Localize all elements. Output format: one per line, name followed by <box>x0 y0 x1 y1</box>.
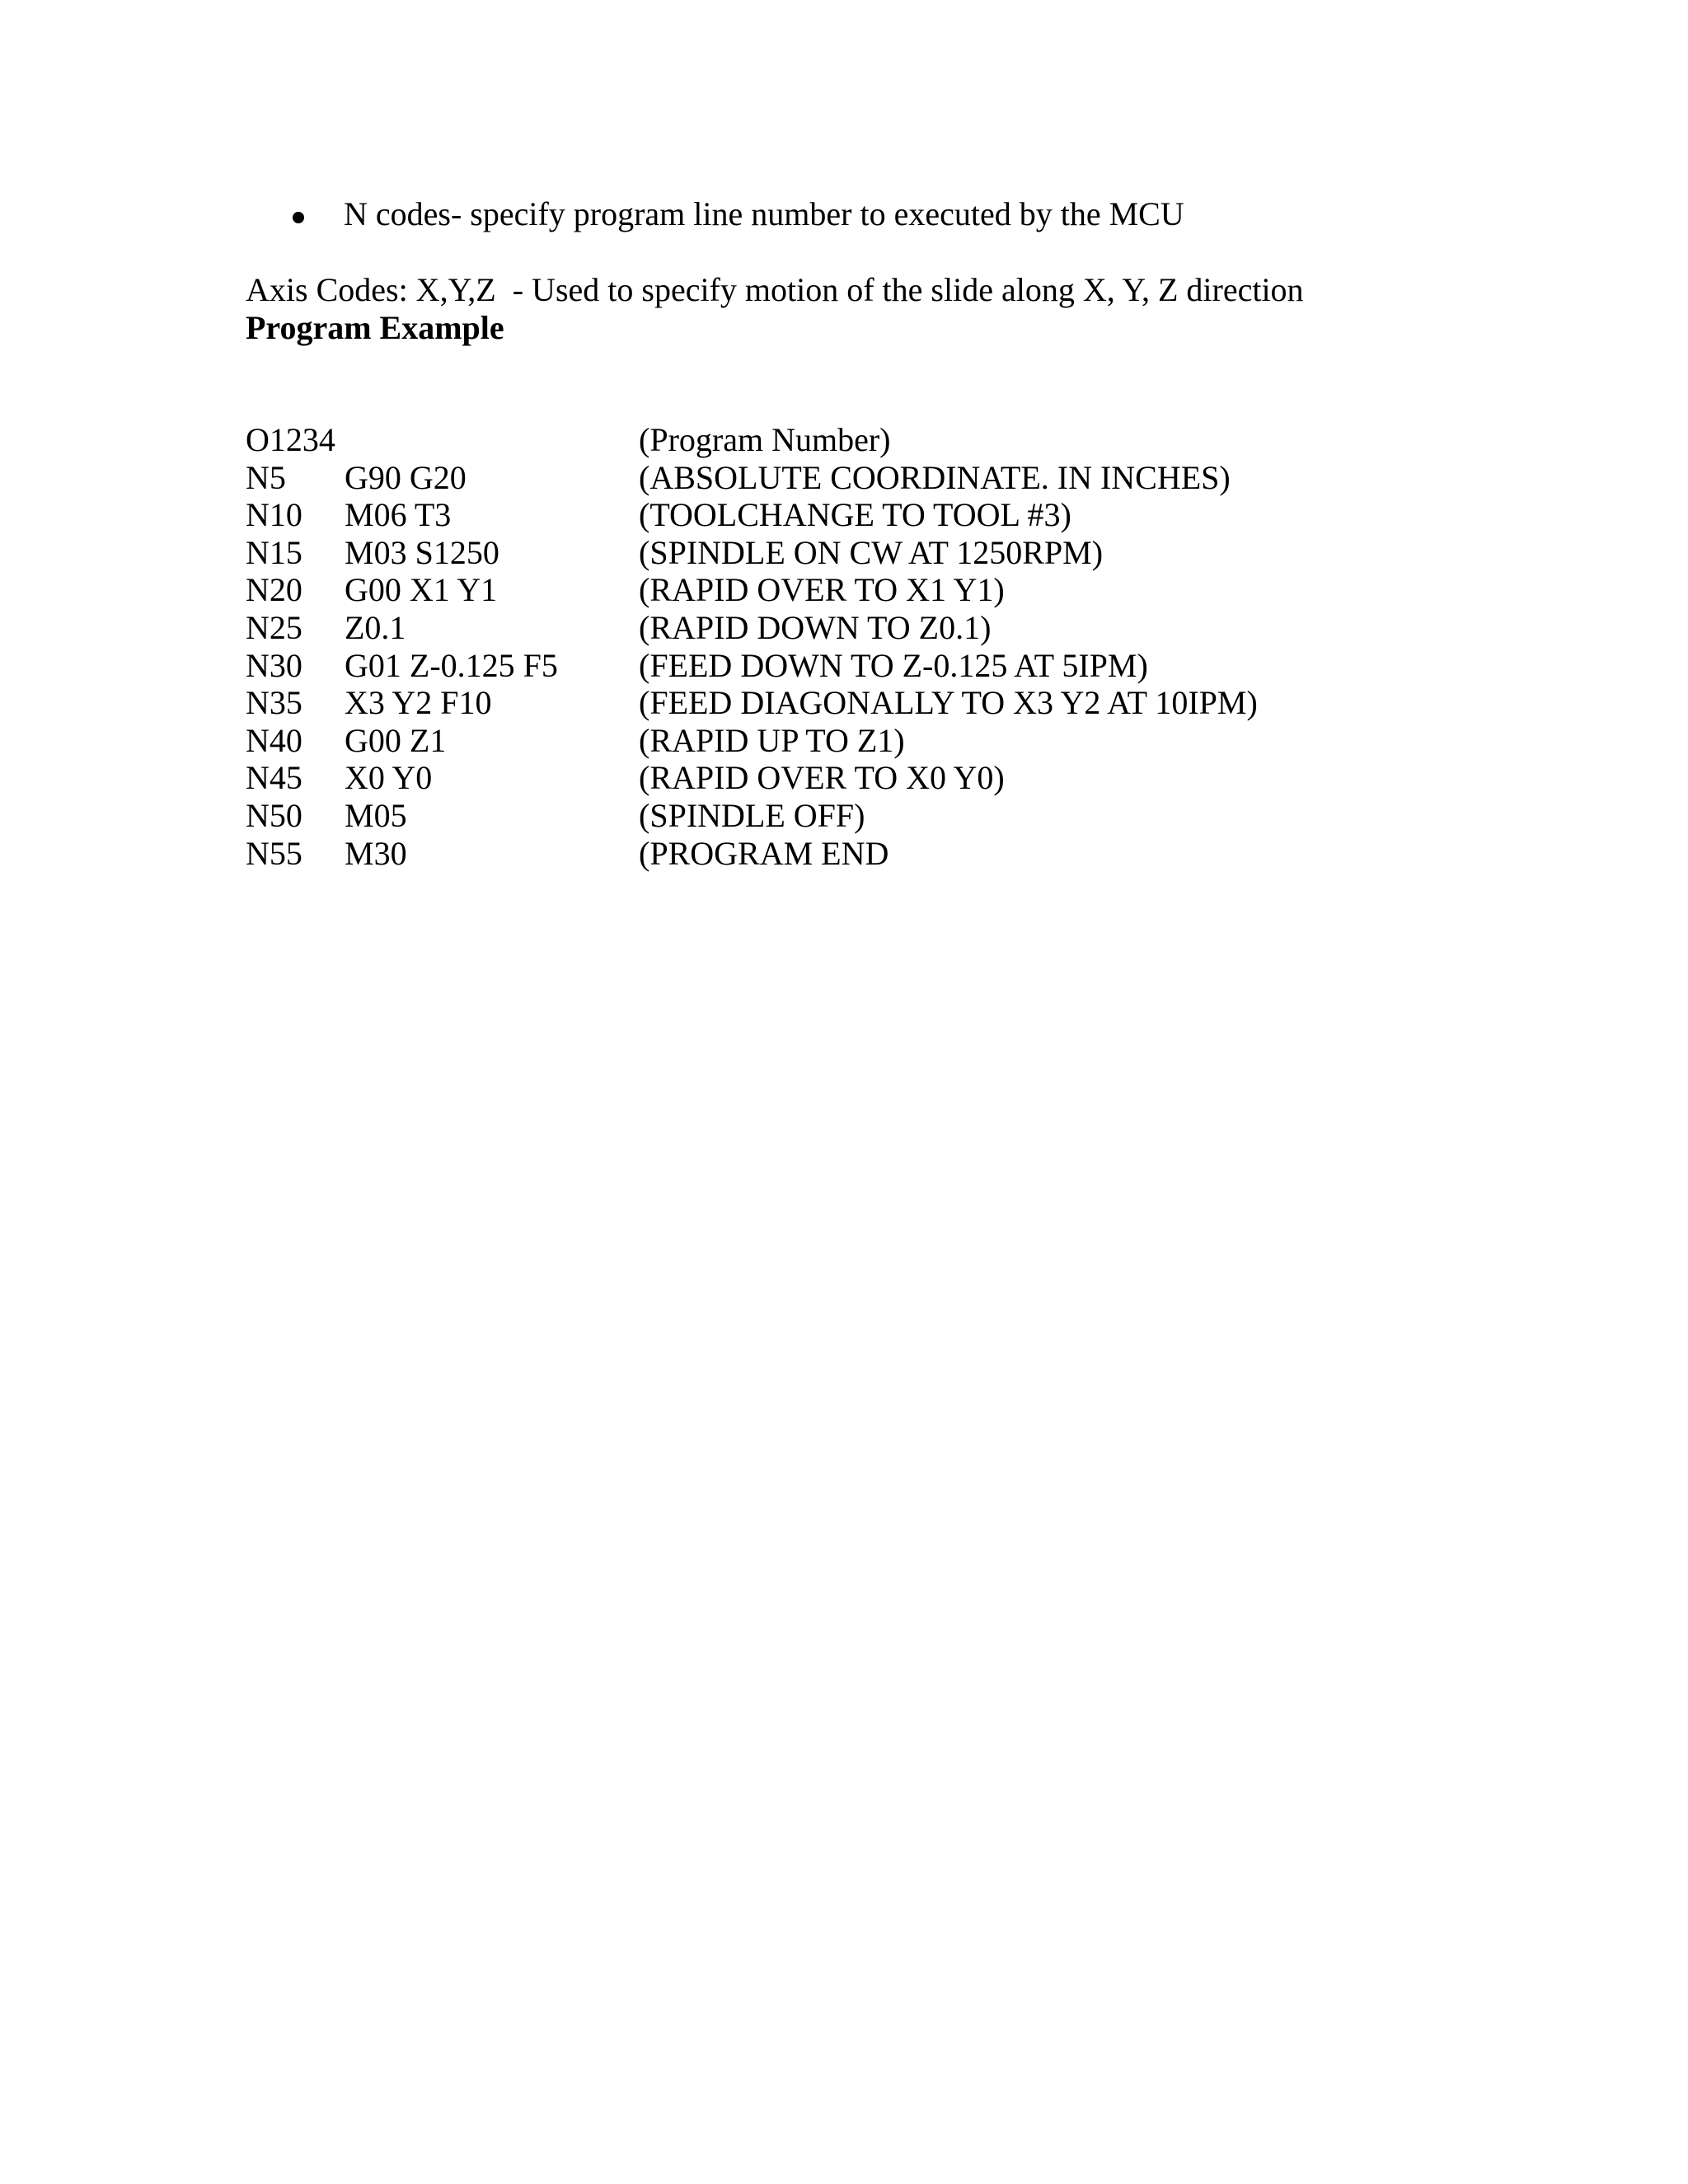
line-number: N40 <box>246 721 302 759</box>
program-row <box>246 684 1647 722</box>
line-number: N20 <box>246 571 302 609</box>
line-code: G00 Z1 <box>345 721 447 759</box>
line-code: X0 Y0 <box>345 759 433 797</box>
program-row <box>246 722 1647 760</box>
line-number: N30 <box>246 646 302 684</box>
line-comment: (Program Number) <box>639 421 891 458</box>
line-comment: (SPINDLE OFF) <box>639 796 865 834</box>
line-code: M03 S1250 <box>345 533 499 571</box>
line-number: N10 <box>246 496 302 534</box>
line-number: N15 <box>246 533 302 571</box>
line-comment: (RAPID OVER TO X1 Y1) <box>639 571 1005 609</box>
program-row <box>246 609 1647 647</box>
line-comment: (FEED DOWN TO Z-0.125 AT 5IPM) <box>639 646 1148 684</box>
line-number: N5 <box>246 458 286 496</box>
line-number: N55 <box>246 834 302 872</box>
program-row <box>246 759 1647 797</box>
program-row <box>246 459 1647 497</box>
line-comment: (SPINDLE ON CW AT 1250RPM) <box>639 533 1104 571</box>
program-row <box>246 496 1647 534</box>
program-example-heading: Program Example <box>246 309 504 346</box>
bullet-dot-icon <box>293 212 304 223</box>
line-comment: (ABSOLUTE COORDINATE. IN INCHES) <box>639 458 1231 496</box>
program-row <box>246 835 1647 873</box>
line-comment: (RAPID UP TO Z1) <box>639 721 905 759</box>
line-code: G00 X1 Y1 <box>345 571 498 609</box>
line-number: N50 <box>246 796 302 834</box>
line-comment: (PROGRAM END <box>639 834 889 872</box>
line-code: X3 Y2 F10 <box>345 684 492 722</box>
line-code: G01 Z-0.125 F5 <box>345 646 558 684</box>
axis-codes-text: Axis Codes: X,Y,Z - Used to specify motion of the slide along X, Y, Z direction <box>246 271 1304 308</box>
program-row <box>246 797 1647 835</box>
program-row <box>246 647 1647 685</box>
line-comment: (RAPID OVER TO X0 Y0) <box>639 759 1005 797</box>
program-row <box>246 534 1647 572</box>
line-comment: (TOOLCHANGE TO TOOL #3) <box>639 496 1071 534</box>
bullet-text: N codes- specify program line number to executed by the MCU <box>344 195 1184 232</box>
line-number: O1234 <box>246 421 335 458</box>
line-code: G90 G20 <box>345 458 467 496</box>
line-number: N35 <box>246 684 302 722</box>
line-code: Z0.1 <box>345 608 406 646</box>
program-row <box>246 421 1647 459</box>
line-number: N25 <box>246 608 302 646</box>
program-row <box>246 571 1647 609</box>
line-comment: (FEED DIAGONALLY TO X3 Y2 AT 10IPM) <box>639 684 1258 722</box>
line-number: N45 <box>246 759 302 797</box>
line-code: M06 T3 <box>345 496 452 534</box>
line-comment: (RAPID DOWN TO Z0.1) <box>639 608 992 646</box>
line-code: M05 <box>345 796 407 834</box>
program-listing <box>246 421 1647 872</box>
line-code: M30 <box>345 834 407 872</box>
